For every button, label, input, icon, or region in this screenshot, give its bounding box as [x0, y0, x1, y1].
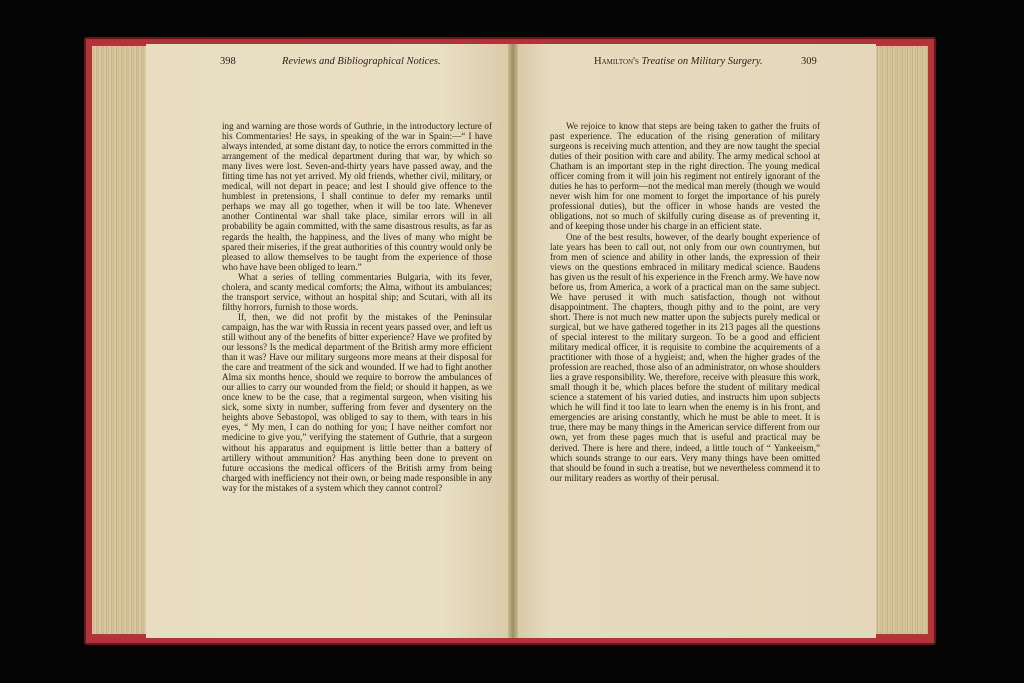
page-edges-left	[92, 46, 150, 634]
right-page-header	[594, 56, 822, 70]
paragraph: If, then, we did not profit by the mistakes of the Peninsular campaign, has the war with Russia in recent years passed over, and left us still without any of the benefits of bitter experience? Have we profited by our lessons? Is the medical department of the British army more efficient than it was? Have our military surgeons more means at their disposal for the care and treatment of the sick and wounded. If we had to fight another Alma six months hence, should we require to borrow the ambulances of our allies to carry our wounded from the field; or should it happen, as we once knew to be the case, that a regimental surgeon, when visiting his sick, some sixty in number, suffering from fever and dysentery on the heights above Sebastopol, was obliged to say to them, with tears in his eyes, “ My men, I can do nothing for you; I have neither comfort nor medicine to give you,” verifying the statement of Guthrie, that a surgeon without his apparatus and equipment is little better than a battery of artillery without ammunition? Has anything been done to prevent on future occasions the medical officers of the British army from being charged with inefficiency not their own, or being made responsible in any way for the mistakes of a system which they cannot control?	[222, 311, 492, 493]
left-page-header	[220, 56, 500, 70]
running-title-name: Hamilton's	[594, 56, 639, 67]
running-title: Reviews and Bibliographical Notices.	[282, 56, 441, 67]
paragraph: What a series of telling commentaries Bulgaria, with its fever, cholera, and scanty medical comforts; the Alma, without its ambulances; the transport service, without an hospital ship; and Scutari, with all its filthy horrors, furnish to those words.	[222, 271, 492, 312]
paragraph: ing and warning are those words of Guthrie, in the introductory lecture of his Commentaries! He says, in speaking of the war in Spain:—“ I have always intended, at some distant day, to notice the errors committed in the arrangement of the medical department during that war, by which so many lives were lost. Seven-and-thirty years have passed away, and the fitting time has not yet arrived. My old friends, whether civil, military, or medical, will not depart in peace; and lest I should give offence to the humblest in pretensions, I shall continue to defer my remarks until perhaps we may all go together, when it will be too late. Whenever another Continental war shall take place, similar errors will in all probability be again committed, with the same disastrous results, as far as regards the health, the happiness, and the lives of many who might be spared their miseries, if the great authorities of this country would only be pleased to allow themselves to be taught from the experience of those who have have been obliged to learn.”	[222, 121, 492, 272]
right-page-body	[550, 121, 820, 483]
running-title	[594, 56, 763, 67]
page-number: 309	[801, 56, 817, 67]
page-number: 398	[220, 56, 236, 67]
book-gutter	[508, 44, 518, 638]
paragraph: One of the best results, however, of the dearly bought experience of late years has been to call out, not only from our own countrymen, but from men of science and ability in other lands, the expression of their views on the questions embraced in military medical science. Baudens has given us the result of his experience in the French army. We have now before us, from America, a work of a practical man on the same subject. We have perused it with much satisfaction, though not without disappointment. The chapters, though pithy and to the point, are very short. There is not much new matter upon the subjects purely medical or surgical, but we have gathered together in its 213 pages all the questions of special interest to the military surgeon. To be a good and efficient military medical officer, it is requisite to combine the acquirements of a practitioner with those of a hygieist; and, when the higher grades of the profession are reached, those also of an administrator, on whose shoulders lies a grave responsibility. We, therefore, receive with pleasure this work, small though it be, which places before the student of military medical science a statement of his varied duties, and instructs him upon subjects which he will find it too late to learn when the enemy is in his front, and emergencies are arising constantly, which he must be able to meet. It is true, there may be many things in the American service different from our own, yet from these pages much that is useful and practical may be derived. There is here and there, indeed, a little touch of “ Yankeeism,” which sounds strange to our ears. Very many things have been omitted that should be found in such a treatise, but we nevertheless commend it to our military readers as worthy of their perusal.	[550, 231, 820, 483]
running-title-rest: Treatise on Military Surgery.	[641, 56, 763, 67]
left-page-body	[222, 121, 492, 493]
paragraph: We rejoice to know that steps are being taken to gather the fruits of past experience. The education of the rising generation of military surgeons is receiving much attention, and they are now taught the special duties of their position with care and ability. The army medical school at Chatham is an important step in the right direction. The young medical officer coming from it will join his regiment not entirely ignorant of the duties he has to perform—not the medical man merely (though we would never wish him for one moment to forget the importance of his purely professional duties), but the officer in whose hands are vested the obligations, not so much of skilfully curing disease as of preventing it, and of keeping those under his charge in an efficient state.	[550, 121, 820, 232]
page-edges-right	[872, 46, 928, 634]
